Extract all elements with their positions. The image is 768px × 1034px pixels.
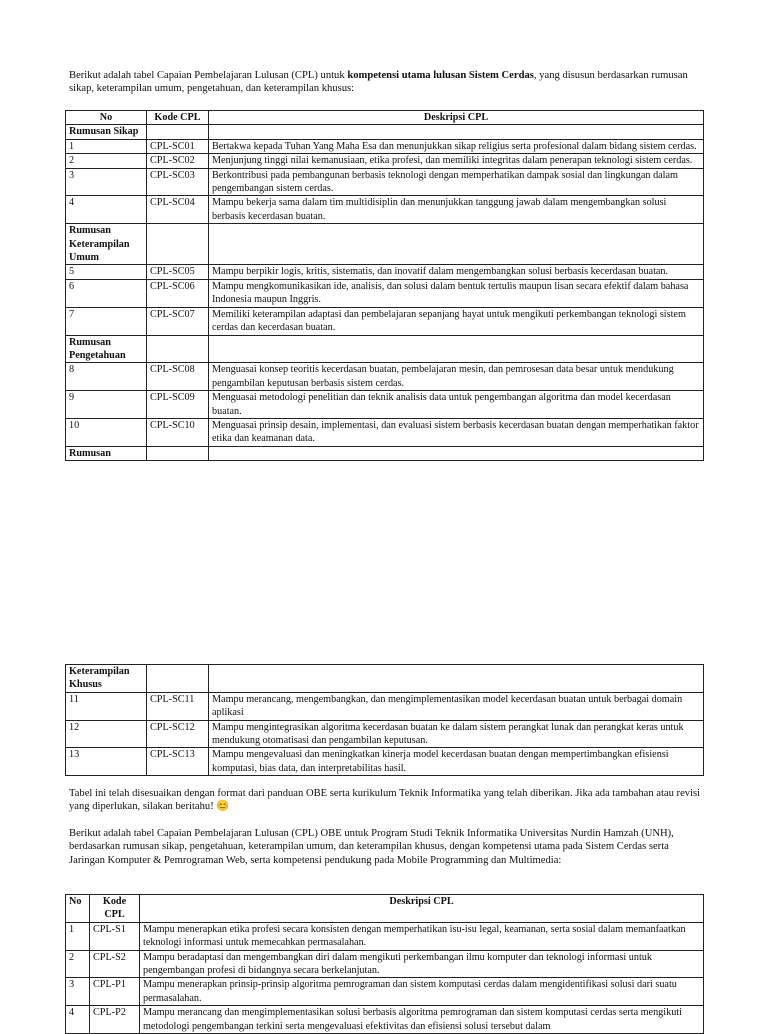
table-row bbox=[66, 279, 704, 307]
row-desc: Mampu merancang, mengembangkan, dan mengimplementasikan model kecerdasan buatan untuk berbagai domain aplikasi bbox=[209, 692, 704, 720]
row-code: CPL-S1 bbox=[90, 922, 140, 950]
row-code: CPL-SC11 bbox=[147, 692, 209, 720]
section-label-pengetahuan: Rumusan Pengetahuan bbox=[66, 335, 147, 363]
intro-paragraph-obe: Berikut adalah tabel Capaian Pembelajaran Lulusan (CPL) OBE untuk Program Studi Teknik Informatika Universitas Nurdin Hamzah (UNH), berdasarkan rumusan sikap, pengetahuan, keterampilan umum, dan keterampilan khusus, dengan kompetensi utama pada Sistem Cerdas serta Jaringan Komputer & Pemrograman Web, serta kompetensi pendukung pada Mobile Programming dan Multimedia: bbox=[69, 828, 674, 866]
note-paragraph: Tabel ini telah disesuaikan dengan format dari panduan OBE serta kurikulum Teknik Informatika yang telah diberikan. Jika ada tambahan atau revisi yang diperlukan, silakan beritahu! 😊 bbox=[69, 788, 701, 813]
intro-text-bold: kompetensi utama lulusan Sistem Cerdas bbox=[347, 70, 534, 81]
row-no: 8 bbox=[66, 363, 147, 391]
row-desc: Mampu menerapkan etika profesi secara konsisten dengan memperhatikan isu-isu legal, keamanan, serta sosial dalam memanfaatkan teknologi informasi untuk memecahkan permasalahan. bbox=[140, 922, 704, 950]
row-desc: Berkontribusi pada pembangunan berbasis teknologi dengan memperhatikan dampak sosial dan lingkungan dalam pengembangan sistem cerdas. bbox=[209, 168, 704, 196]
row-code: CPL-S2 bbox=[90, 950, 140, 978]
row-no: 6 bbox=[66, 279, 147, 307]
row-desc: Mampu menerapkan prinsip-prinsip algoritma pemrograman dan sistem komputasi cerdas dalam mengidentifikasi solusi dari suatu permasalahan. bbox=[140, 978, 704, 1006]
intro-paragraph bbox=[69, 69, 701, 96]
header-no: No bbox=[66, 111, 147, 125]
table-row bbox=[66, 307, 704, 335]
row-code: CPL-SC10 bbox=[147, 418, 209, 446]
table-row bbox=[66, 168, 704, 196]
row-no: 9 bbox=[66, 391, 147, 419]
cpl-table-sistem-cerdas bbox=[65, 110, 704, 461]
section-row-keterampilan-khusus bbox=[66, 665, 704, 693]
table-row bbox=[66, 139, 704, 153]
row-no: 11 bbox=[66, 692, 147, 720]
row-desc: Mampu mengkomunikasikan ide, analisis, dan solusi dalam bentuk tertulis maupun lisan secara efektif dalam bahasa Indonesia maupun Inggris. bbox=[209, 279, 704, 307]
intro-text-end: , yang disusun berdasarkan rumusan sikap, keterampilan umum, pengetahuan, dan keterampilan khusus: bbox=[69, 70, 688, 95]
table-row bbox=[66, 720, 704, 748]
row-code: CPL-SC12 bbox=[147, 720, 209, 748]
header-no: No bbox=[66, 895, 90, 923]
table-row bbox=[66, 363, 704, 391]
row-no: 12 bbox=[66, 720, 147, 748]
row-desc: Mampu merancang dan mengimplementasikan solusi berbasis algoritma pemrograman dan sistem komputasi cerdas serta mengikuti metodologi pengembangan terkini serta mengevaluasi efektivitas dan efisiensi solusi tersebut dalam bbox=[140, 1006, 704, 1034]
row-desc: Mampu beradaptasi dan mengembangkan diri dalam mengikuti perkembangan ilmu komputer dan teknologi informasi untuk pengembangan profesi di bidangnya secara berkelanjutan. bbox=[140, 950, 704, 978]
row-code: CPL-P1 bbox=[90, 978, 140, 1006]
table-header-row bbox=[66, 895, 704, 923]
section-row-pengetahuan bbox=[66, 335, 704, 363]
table-row bbox=[66, 154, 704, 168]
row-no: 3 bbox=[66, 168, 147, 196]
row-code: CPL-SC01 bbox=[147, 139, 209, 153]
row-desc: Memiliki keterampilan adaptasi dan pembelajaran sepanjang hayat untuk mengikuti perkembangan teknologi sistem cerdas dan kecerdasan buatan. bbox=[209, 307, 704, 335]
row-no: 4 bbox=[66, 196, 147, 224]
row-code: CPL-SC07 bbox=[147, 307, 209, 335]
table-row bbox=[66, 418, 704, 446]
row-no: 1 bbox=[66, 922, 90, 950]
row-code: CPL-SC03 bbox=[147, 168, 209, 196]
table-row bbox=[66, 922, 704, 950]
table-row bbox=[66, 950, 704, 978]
table-row bbox=[66, 391, 704, 419]
section-row-keterampilan-umum bbox=[66, 224, 704, 265]
row-code: CPL-SC06 bbox=[147, 279, 209, 307]
row-code: CPL-P2 bbox=[90, 1006, 140, 1034]
section-label-umum: Rumusan Keterampilan Umum bbox=[66, 224, 147, 265]
row-code: CPL-SC13 bbox=[147, 748, 209, 776]
section-label-khusus: Keterampilan Khusus bbox=[66, 665, 147, 693]
section-row-sikap bbox=[66, 125, 704, 139]
table-row bbox=[66, 265, 704, 279]
row-no: 10 bbox=[66, 418, 147, 446]
table-row bbox=[66, 692, 704, 720]
intro-text-start: Berikut adalah tabel Capaian Pembelajaran Lulusan (CPL) untuk bbox=[69, 70, 348, 81]
cpl-table-obe bbox=[65, 894, 704, 1034]
row-no: 7 bbox=[66, 307, 147, 335]
row-no: 2 bbox=[66, 950, 90, 978]
row-code: CPL-SC09 bbox=[147, 391, 209, 419]
row-desc: Menguasai prinsip desain, implementasi, dan evaluasi sistem berbasis kecerdasan buatan dengan memperhatikan faktor etika dan keamanan data. bbox=[209, 418, 704, 446]
row-no: 2 bbox=[66, 154, 147, 168]
table-row bbox=[66, 1006, 704, 1034]
row-desc: Menguasai metodologi penelitian dan teknik analisis data untuk pengembangan algoritma dan model kecerdasan buatan. bbox=[209, 391, 704, 419]
row-no: 3 bbox=[66, 978, 90, 1006]
row-code: CPL-SC05 bbox=[147, 265, 209, 279]
header-code: Kode CPL bbox=[147, 111, 209, 125]
table-header-row bbox=[66, 111, 704, 125]
row-code: CPL-SC04 bbox=[147, 196, 209, 224]
row-desc: Mampu mengevaluasi dan meningkatkan kinerja model kecerdasan buatan dengan mempertimbangkan efisiensi komputasi, bias data, dan interpretabilitas hasil. bbox=[209, 748, 704, 776]
header-desc: Deskripsi CPL bbox=[140, 895, 704, 923]
header-desc: Deskripsi CPL bbox=[209, 111, 704, 125]
section-label-khusus-part1: Rumusan bbox=[66, 446, 147, 460]
row-desc: Mampu bekerja sama dalam tim multidisiplin dan menunjukkan tanggung jawab dalam mengembangkan solusi berbasis kecerdasan buatan. bbox=[209, 196, 704, 224]
header-code: Kode CPL bbox=[90, 895, 140, 923]
section-row-khusus-start bbox=[66, 446, 704, 460]
row-desc: Mampu berpikir logis, kritis, sistematis, dan inovatif dalam mengembangkan solusi berbasis kecerdasan buatan. bbox=[209, 265, 704, 279]
cpl-table-continuation bbox=[65, 664, 704, 776]
row-no: 5 bbox=[66, 265, 147, 279]
row-no: 4 bbox=[66, 1006, 90, 1034]
table-row bbox=[66, 196, 704, 224]
row-code: CPL-SC08 bbox=[147, 363, 209, 391]
row-desc: Bertakwa kepada Tuhan Yang Maha Esa dan menunjukkan sikap religius serta profesional dalam bidang sistem cerdas. bbox=[209, 139, 704, 153]
table-row bbox=[66, 748, 704, 776]
row-no: 13 bbox=[66, 748, 147, 776]
section-label-sikap: Rumusan Sikap bbox=[66, 125, 147, 139]
row-desc: Menguasai konsep teoritis kecerdasan buatan, pembelajaran mesin, dan pemrosesan data besar untuk mendukung pengambilan keputusan berbasis sistem cerdas. bbox=[209, 363, 704, 391]
row-desc: Mampu mengintegrasikan algoritma kecerdasan buatan ke dalam sistem perangkat lunak dan perangkat keras untuk mendukung otomatisasi dan pengambilan keputusan. bbox=[209, 720, 704, 748]
table-row bbox=[66, 978, 704, 1006]
row-desc: Menjunjung tinggi nilai kemanusiaan, etika profesi, dan memiliki integritas dalam penerapan teknologi sistem cerdas. bbox=[209, 154, 704, 168]
row-code: CPL-SC02 bbox=[147, 154, 209, 168]
row-no: 1 bbox=[66, 139, 147, 153]
